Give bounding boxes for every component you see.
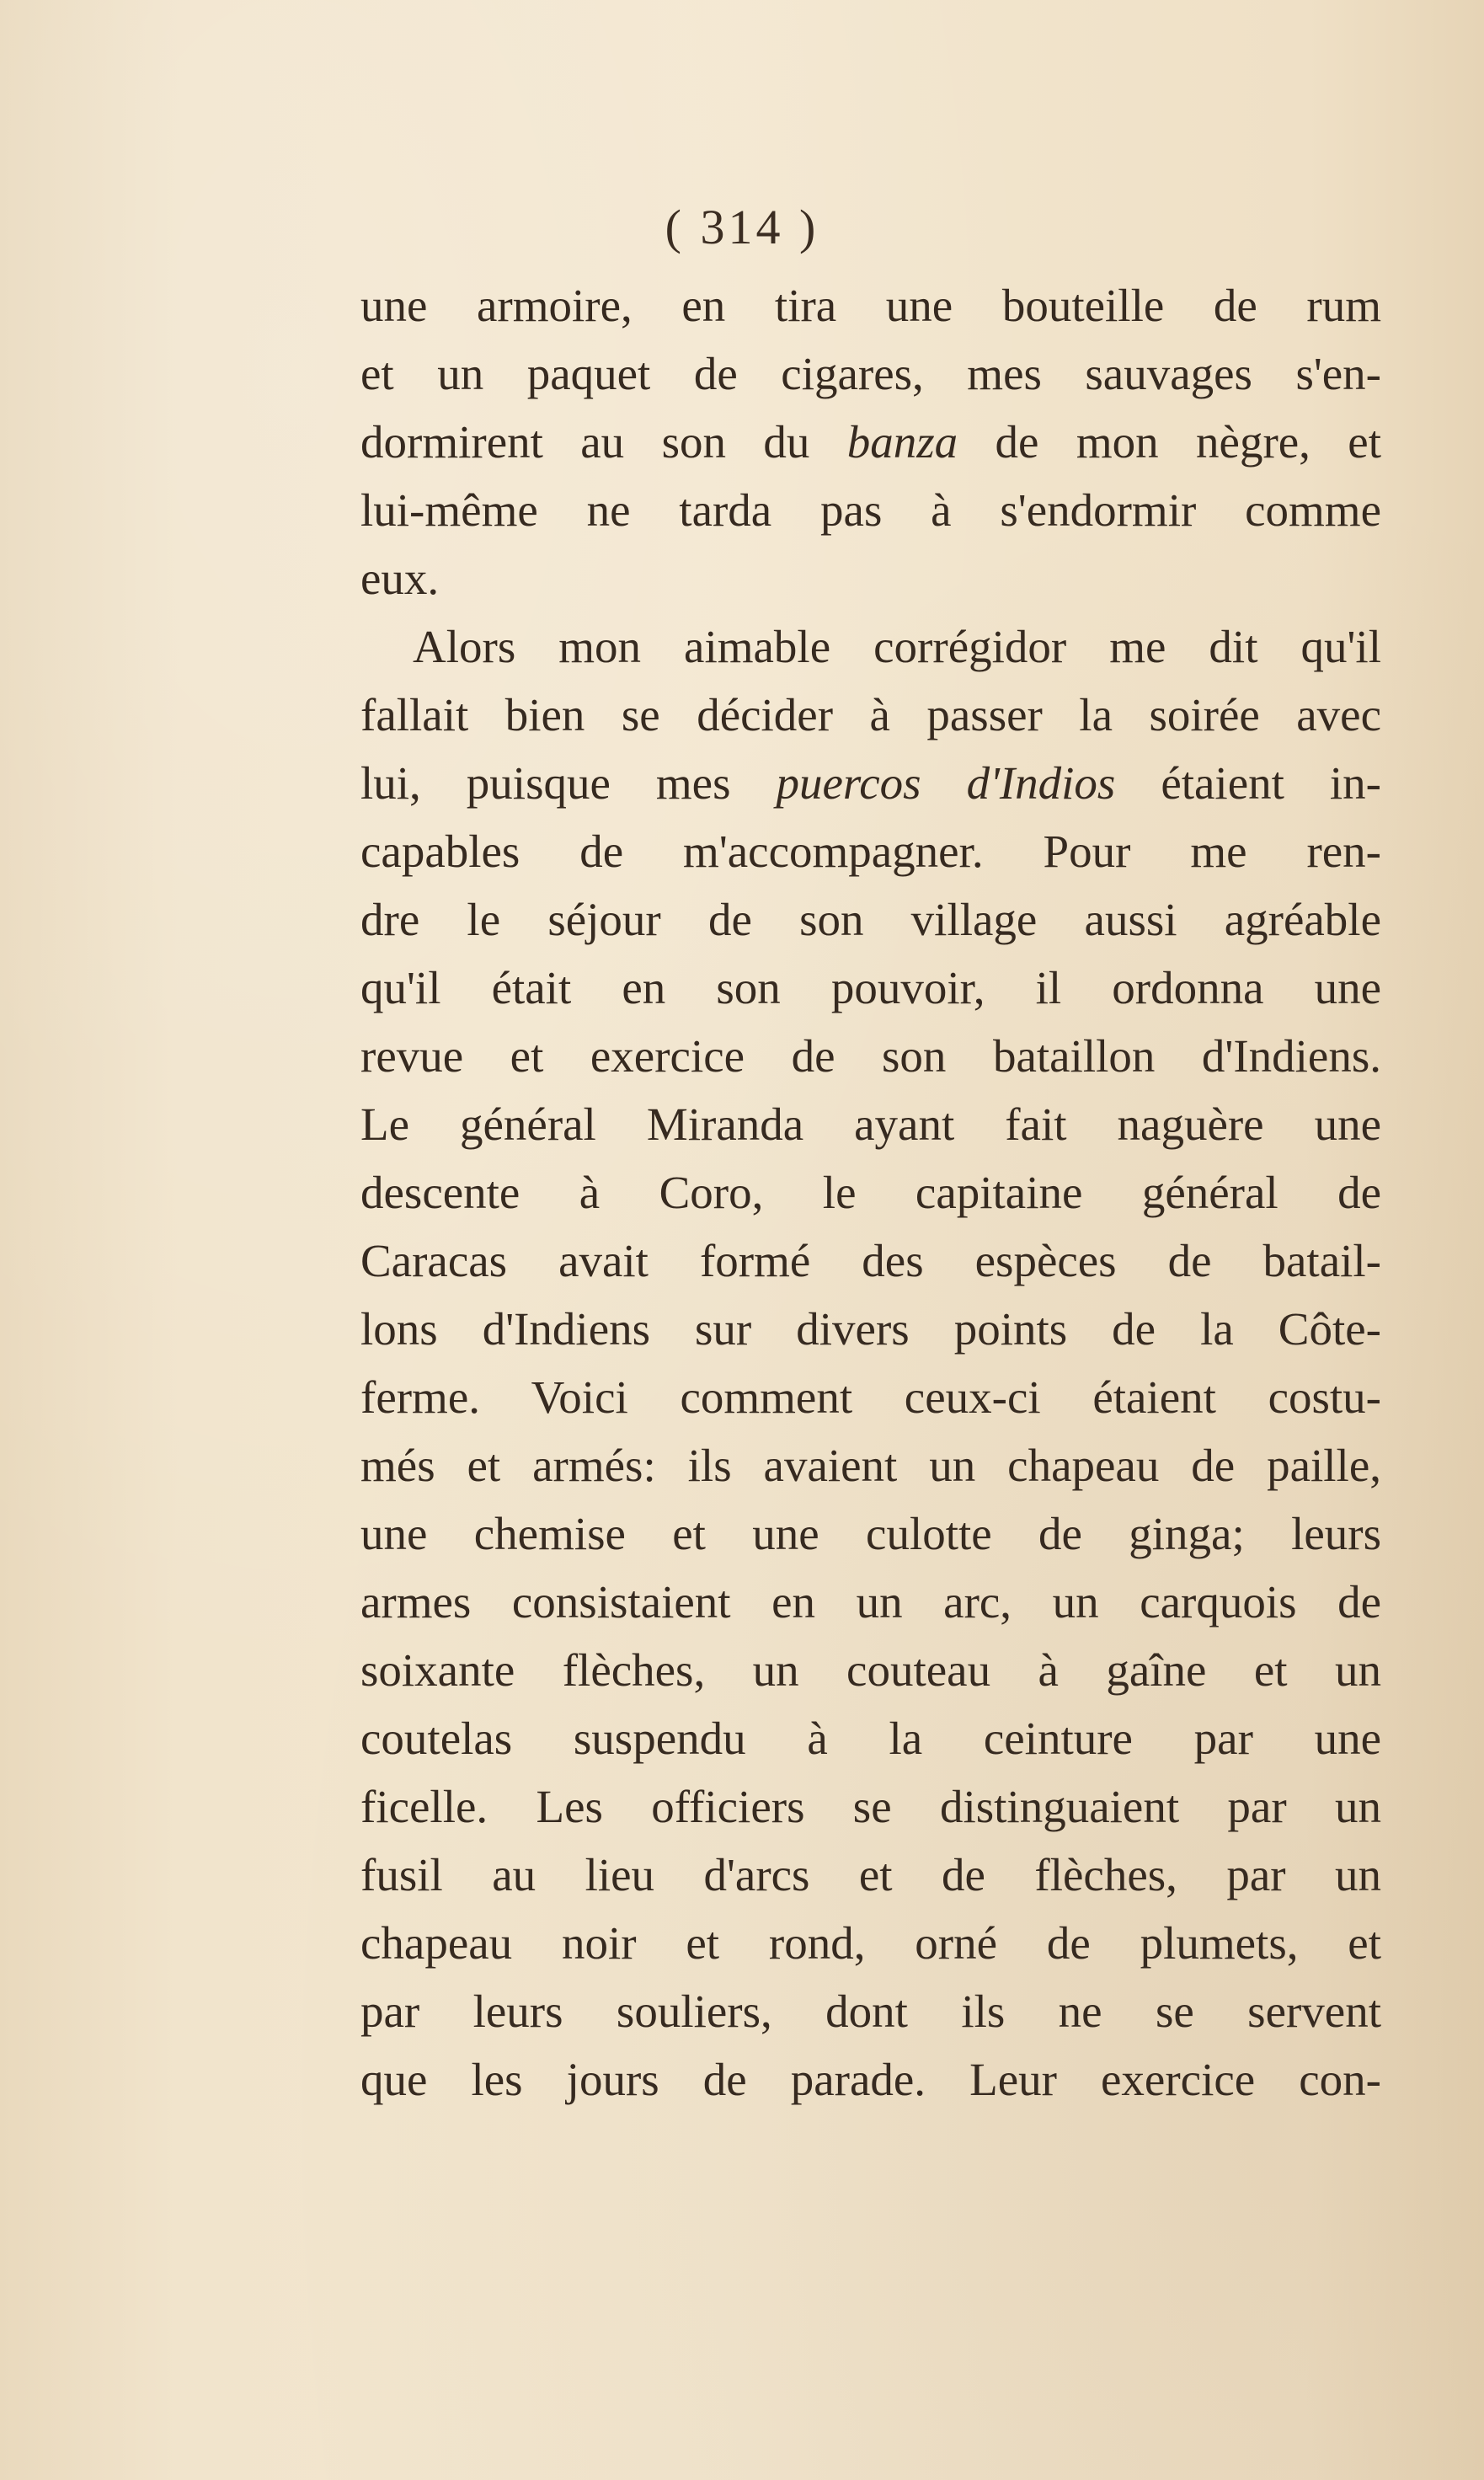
text-line: descente à Coro, le capitaine général de [360, 1167, 1381, 1218]
text-line: ficelle. Les officiers se distinguaient par un [360, 1781, 1381, 1832]
text-line: Caracas avait formé des espèces de batail- [360, 1235, 1381, 1286]
text-line: eux. [360, 553, 440, 604]
italic-word: banza [846, 416, 958, 468]
text-line: lons d'Indiens sur divers points de la Côte- [360, 1303, 1381, 1355]
text-line: par leurs souliers, dont ils ne se servent [360, 1986, 1381, 2037]
text-line: capables de m'accompagner. Pour me ren- [360, 826, 1381, 877]
text-line: une armoire, en tira une bouteille de rum [360, 280, 1381, 331]
text-line: qu'il était en son pouvoir, il ordonna une [360, 962, 1381, 1013]
text-line: lui-même ne tarda pas à s'endormir comme [360, 484, 1381, 536]
text-line: ferme. Voici comment ceux-ci étaient costu- [360, 1371, 1381, 1423]
paragraph-start-line: Alors mon aimable corrégidor me dit qu'il [413, 621, 1381, 672]
italic-phrase: puercos d'Indios [776, 757, 1116, 809]
text-line: chapeau noir et rond, orné de plumets, et [360, 1917, 1381, 1969]
text-line: fallait bien se décider à passer la soirée avec [360, 689, 1381, 740]
page-number: ( 314 ) [665, 200, 819, 254]
text-line: més et armés: ils avaient un chapeau de paille, [360, 1440, 1381, 1491]
text-line: une chemise et une culotte de ginga; leurs [360, 1508, 1381, 1559]
text-line: coutelas suspendu à la ceinture par une [360, 1713, 1381, 1764]
text-line [360, 749, 1381, 817]
text-line: dre le séjour de son village aussi agréable [360, 894, 1381, 945]
text-line [360, 408, 1381, 476]
text-line: et un paquet de cigares, mes sauvages s'en- [360, 348, 1381, 399]
body-text [360, 271, 1381, 2114]
text-line: soixante flèches, un couteau à gaîne et un [360, 1644, 1381, 1696]
text-line: que les jours de parade. Leur exercice con- [360, 2054, 1381, 2105]
text-segment: lui, puisque mes [360, 757, 777, 809]
text-line: Le général Miranda ayant fait naguère une [360, 1098, 1381, 1150]
text-segment: dormirent au son du [360, 416, 847, 468]
text-segment: de mon nègre, et [958, 416, 1381, 468]
text-line: armes consistaient en un arc, un carquois de [360, 1576, 1381, 1628]
text-line: fusil au lieu d'arcs et de flèches, par un [360, 1849, 1381, 1900]
text-line: revue et exercice de son bataillon d'Indiens. [360, 1030, 1381, 1082]
text-segment: étaient in- [1115, 757, 1381, 809]
